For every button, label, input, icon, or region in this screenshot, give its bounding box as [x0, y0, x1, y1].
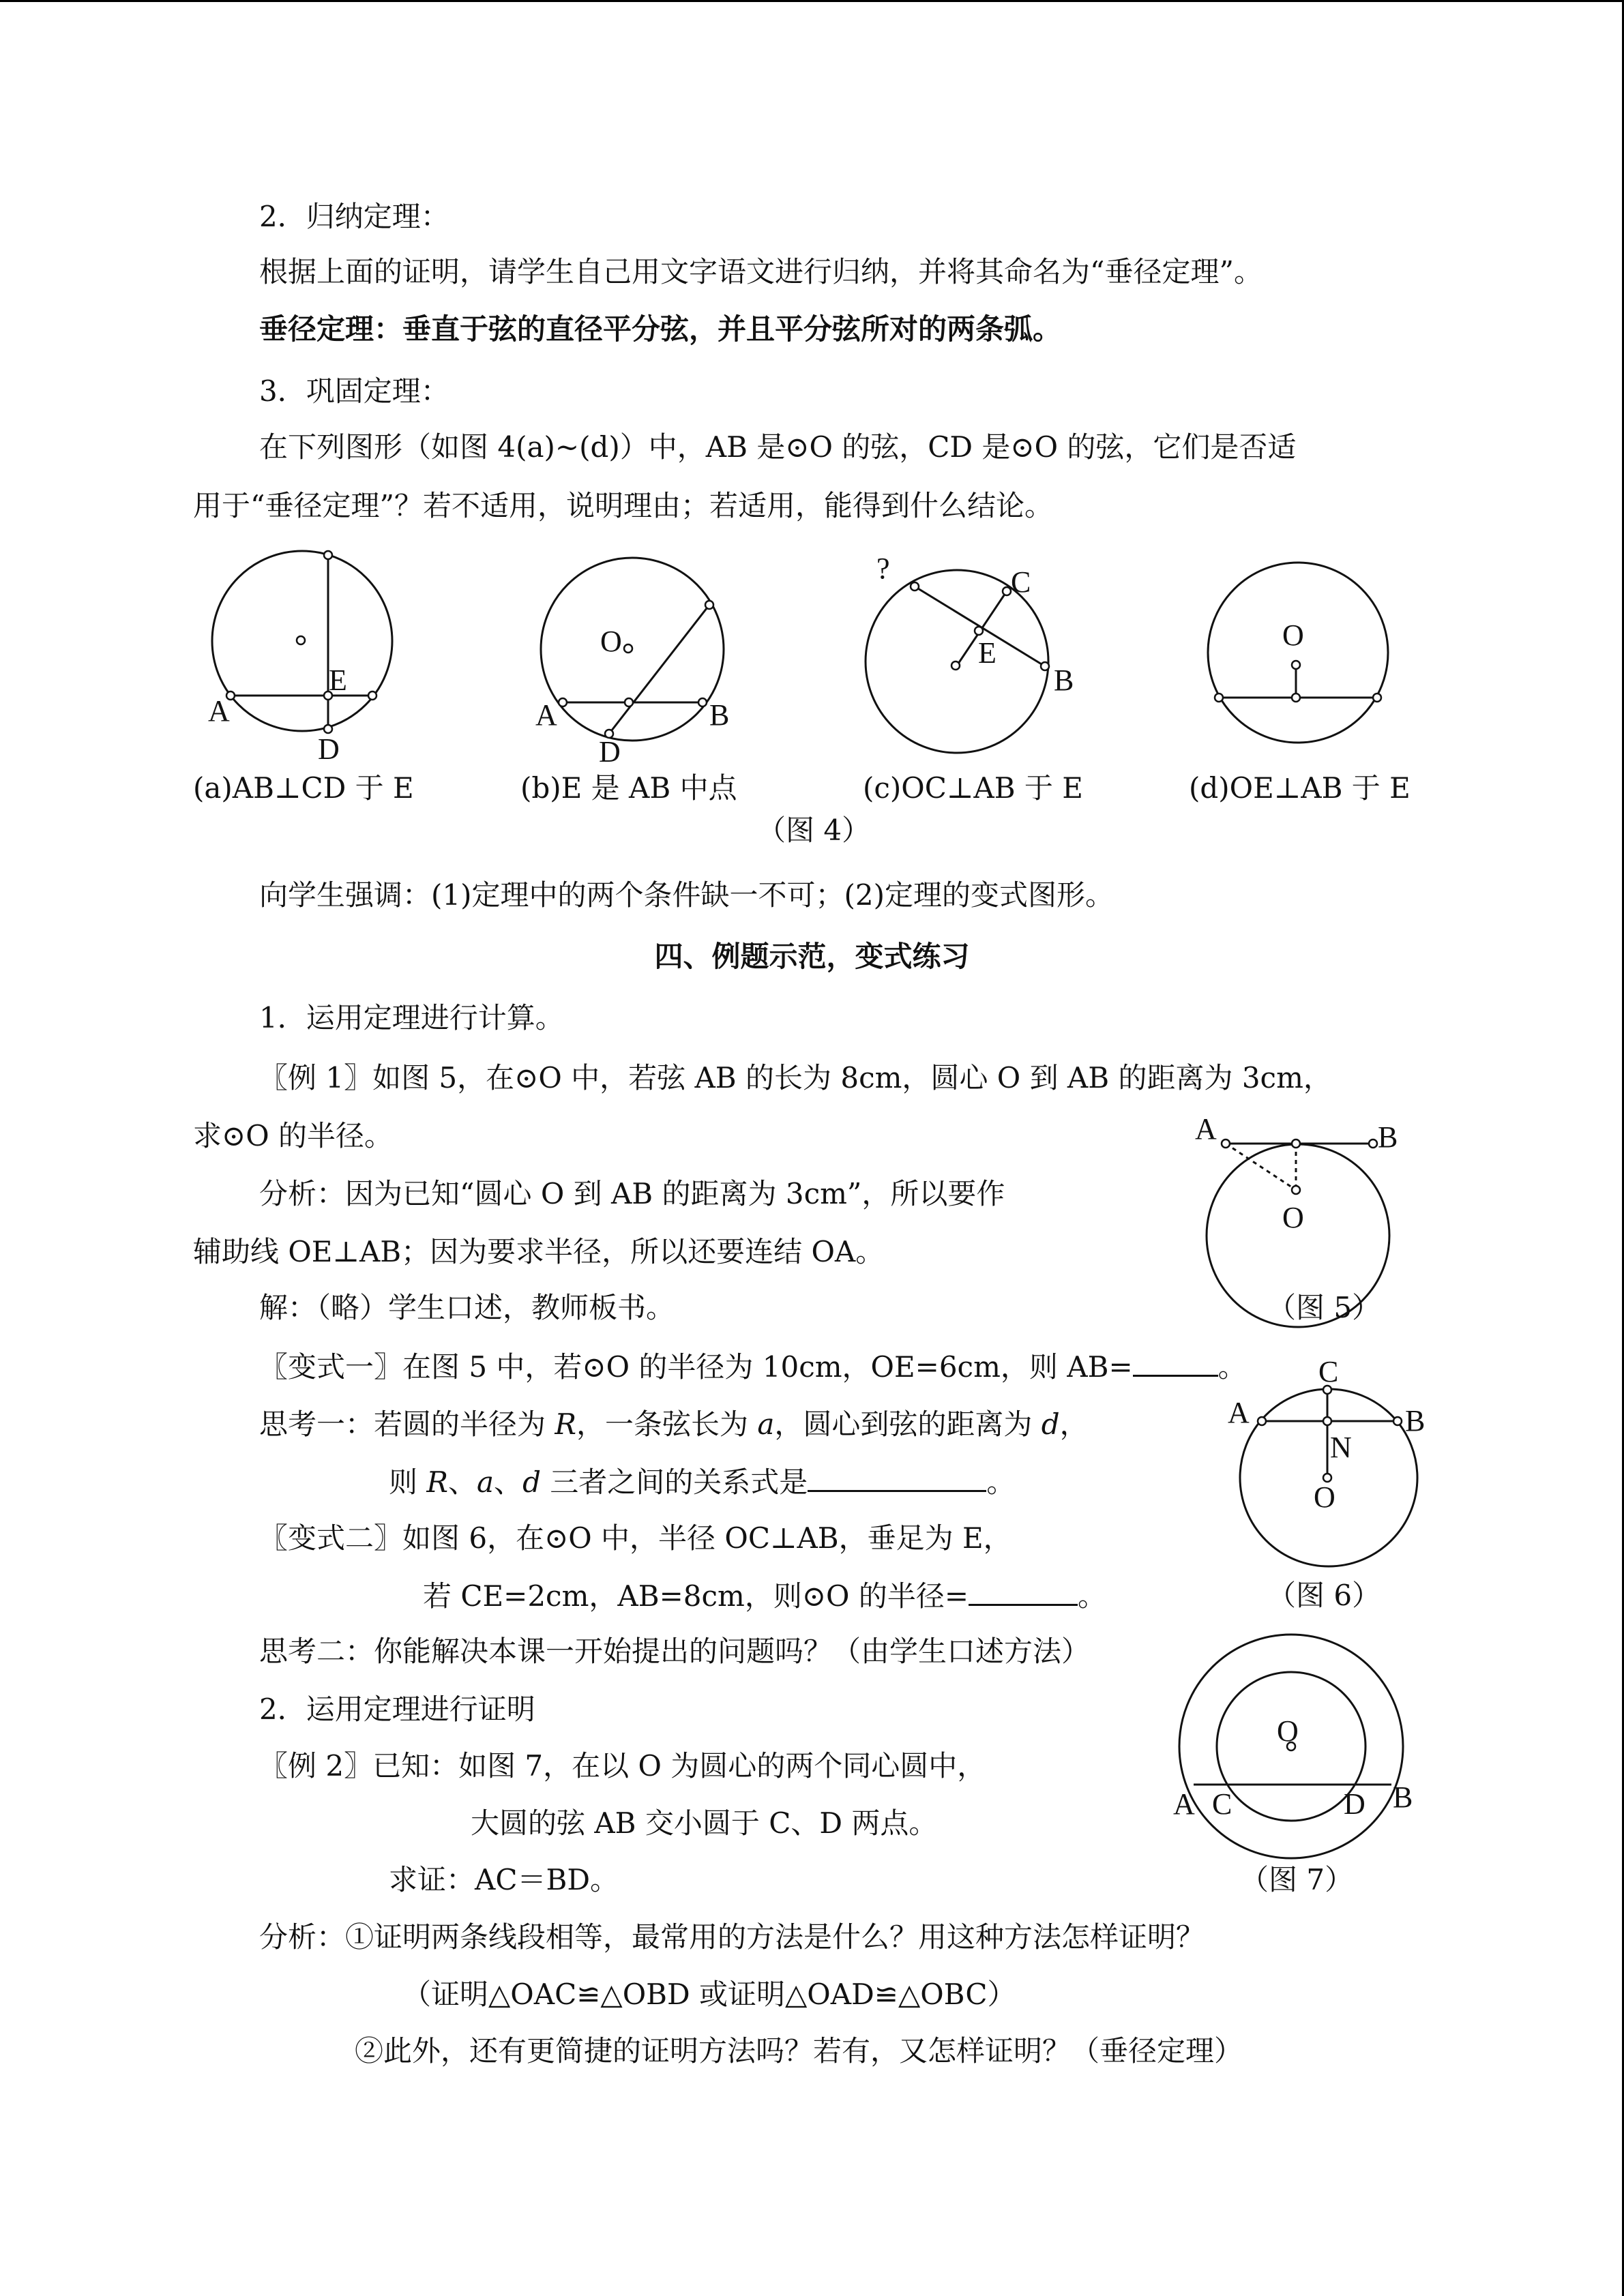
fig6-label-A: A [1228, 1396, 1250, 1429]
analysis-2-line1: 分析：①证明两条线段相等，最常用的方法是什么？用这种方法怎样证明？ [259, 1920, 1205, 1954]
fig4b-label-O: O [600, 625, 622, 658]
fig4c-label-B: B [1054, 664, 1074, 697]
section-3-title: 3．巩固定理： [259, 374, 449, 408]
fig4b-label-D: D [599, 735, 621, 769]
variation-2-line2 [423, 1577, 1106, 1615]
variation-1-text: 〖变式一〗在图 5 中，若⊙O 的半径为 10cm，OE=6cm，则 AB= [259, 1350, 1133, 1384]
think-1-b4: 三者之间的关系式是 [540, 1465, 808, 1499]
fig5-label-A: A [1195, 1112, 1217, 1146]
figure-6 [1214, 1354, 1432, 1579]
theorem-statement: 垂径定理：垂直于弦的直径平分弦，并且平分弦所对的两条弧。 [259, 312, 1062, 346]
variation-2-end: 。 [1078, 1579, 1107, 1613]
fig4c-label-E: E [978, 636, 996, 670]
think-1-var-d: d [1041, 1407, 1060, 1441]
emphasis-text: 向学生强调：(1)定理中的两个条件缺一不可；(2)定理的变式图形。 [259, 878, 1114, 912]
fig4b-caption: (b)E 是 AB 中点 [520, 771, 737, 805]
fig7-caption: （图 7） [1240, 1863, 1354, 1896]
fig7-label-O: O [1277, 1714, 1299, 1748]
fig7-label-B: B [1393, 1780, 1413, 1814]
answer-blank-relation[interactable] [808, 1463, 986, 1492]
example-1-line2: 求⊙O 的半径。 [193, 1119, 393, 1152]
think-1-b-var-d: d [522, 1465, 541, 1499]
analysis-2-line3: ②此外，还有更简捷的证明方法吗？若有，又怎样证明？（垂径定理） [355, 2034, 1243, 2068]
fig6-label-B: B [1405, 1404, 1426, 1437]
fig4d-label-O: O [1282, 618, 1304, 652]
answer-blank-ab[interactable] [1133, 1347, 1218, 1377]
example-1-line1: 〖例 1〗如图 5，在⊙O 中，若弦 AB 的长为 8cm，圆心 O 到 AB 的距离为 3cm， [259, 1061, 1332, 1094]
variation-2-line1: 〖变式二〗如图 6，在⊙O 中，半径 OC⊥AB，垂足为 E， [259, 1521, 1012, 1555]
answer-blank-radius[interactable] [969, 1577, 1078, 1606]
calc-title: 1．运用定理进行计算。 [259, 1001, 564, 1034]
think-1-part3: ，圆心到弦的距离为 [774, 1407, 1042, 1441]
think-1-line1 [259, 1405, 1089, 1444]
proof-title: 2．运用定理进行证明 [259, 1693, 535, 1726]
figure-5 [1187, 1105, 1419, 1316]
fig4c-label-C: C [1011, 565, 1031, 599]
think-1-b2: 、 [447, 1465, 477, 1499]
figure-4b [518, 546, 743, 769]
figure-7 [1160, 1643, 1432, 1841]
fig6-label-N: N [1330, 1431, 1352, 1464]
example-2-line1: 〖例 2〗已知：如图 7，在以 O 为圆心的两个同心圆中， [259, 1749, 986, 1783]
think-1-part4: ， [1059, 1407, 1089, 1441]
fig4a-label-D: D [318, 732, 340, 766]
fig4a-caption: (a)AB⊥CD 于 E [193, 771, 414, 805]
think-1-end: 。 [986, 1465, 1016, 1499]
fig6-label-O: O [1314, 1480, 1335, 1514]
fig4a-label-A: A [208, 694, 230, 728]
analysis-1-line1: 分析：因为已知“圆心 O 到 AB 的距离为 3cm”，所以要作 [259, 1177, 1005, 1210]
think-1-var-R: R [555, 1407, 576, 1441]
figure-4a [184, 539, 409, 771]
fig4b-label-A: A [535, 698, 557, 732]
fig7-label-A: A [1173, 1787, 1195, 1821]
fig5-label-B: B [1378, 1120, 1398, 1154]
fig7-label-D: D [1344, 1787, 1365, 1821]
variation-1-end: 。 [1217, 1350, 1247, 1384]
figure-4c [846, 546, 1091, 764]
think-1-var-a: a [757, 1407, 775, 1441]
variation-1-line [259, 1347, 1247, 1386]
think-1-b3: 、 [494, 1465, 523, 1499]
variation-2-text: 若 CE=2cm，AB=8cm，则⊙O 的半径= [423, 1579, 969, 1613]
section-3-text-line1: 在下列图形（如图 4(a)~(d)）中，AB 是⊙O 的弦，CD 是⊙O 的弦，它们是否适 [259, 430, 1297, 464]
fig6-label-C: C [1318, 1355, 1339, 1388]
fig4b-label-B: B [709, 698, 730, 732]
think-1-b-var-R: R [426, 1465, 448, 1499]
analysis-2-line2: （证明△OAC≌△OBD 或证明△OAD≌△OBC） [402, 1978, 1016, 2011]
fig4c-caption: (c)OC⊥AB 于 E [863, 771, 1083, 805]
figure-4d [1194, 546, 1412, 764]
think-1-b-var-a: a [477, 1465, 494, 1499]
fig4-caption: （图 4） [757, 814, 871, 847]
section-2-text: 根据上面的证明，请学生自己用文字语文进行归纳，并将其命名为“垂径定理”。 [259, 255, 1263, 288]
fig6-caption: （图 6） [1267, 1579, 1381, 1612]
think-1-part1: 思考一：若圆的半径为 [259, 1407, 555, 1441]
fig5-label-O: O [1282, 1201, 1304, 1234]
analysis-1-line2: 辅助线 OE⊥AB；因为要求半径，所以还要连结 OA。 [193, 1235, 885, 1268]
section-4-heading: 四、例题示范，变式练习 [654, 940, 970, 973]
example-2-line2: 大圆的弦 AB 交小圆于 C、D 两点。 [471, 1806, 938, 1840]
section-2-title: 2．归纳定理： [259, 200, 449, 233]
section-3-text-line2: 用于“垂径定理”？若不适用，说明理由；若适用，能得到什么结论。 [193, 489, 1053, 522]
example-2-prove: 求证：AC＝BD。 [389, 1863, 619, 1896]
think-1-line2 [389, 1463, 1015, 1502]
solution-line: 解：（略）学生口述，教师板书。 [259, 1291, 675, 1324]
fig4d-caption: (d)OE⊥AB 于 E [1189, 771, 1411, 805]
think-2-line: 思考二：你能解决本课一开始提出的问题吗？（由学生口述方法） [259, 1635, 1091, 1668]
fig4a-label-E: E [329, 664, 347, 697]
fig7-label-C: C [1212, 1787, 1232, 1821]
fig4c-label-question: ? [876, 552, 890, 585]
fig5-caption: （图 5） [1267, 1291, 1381, 1324]
think-1-part2: ，一条弦长为 [576, 1407, 758, 1441]
think-1-b1: 则 [389, 1465, 427, 1499]
